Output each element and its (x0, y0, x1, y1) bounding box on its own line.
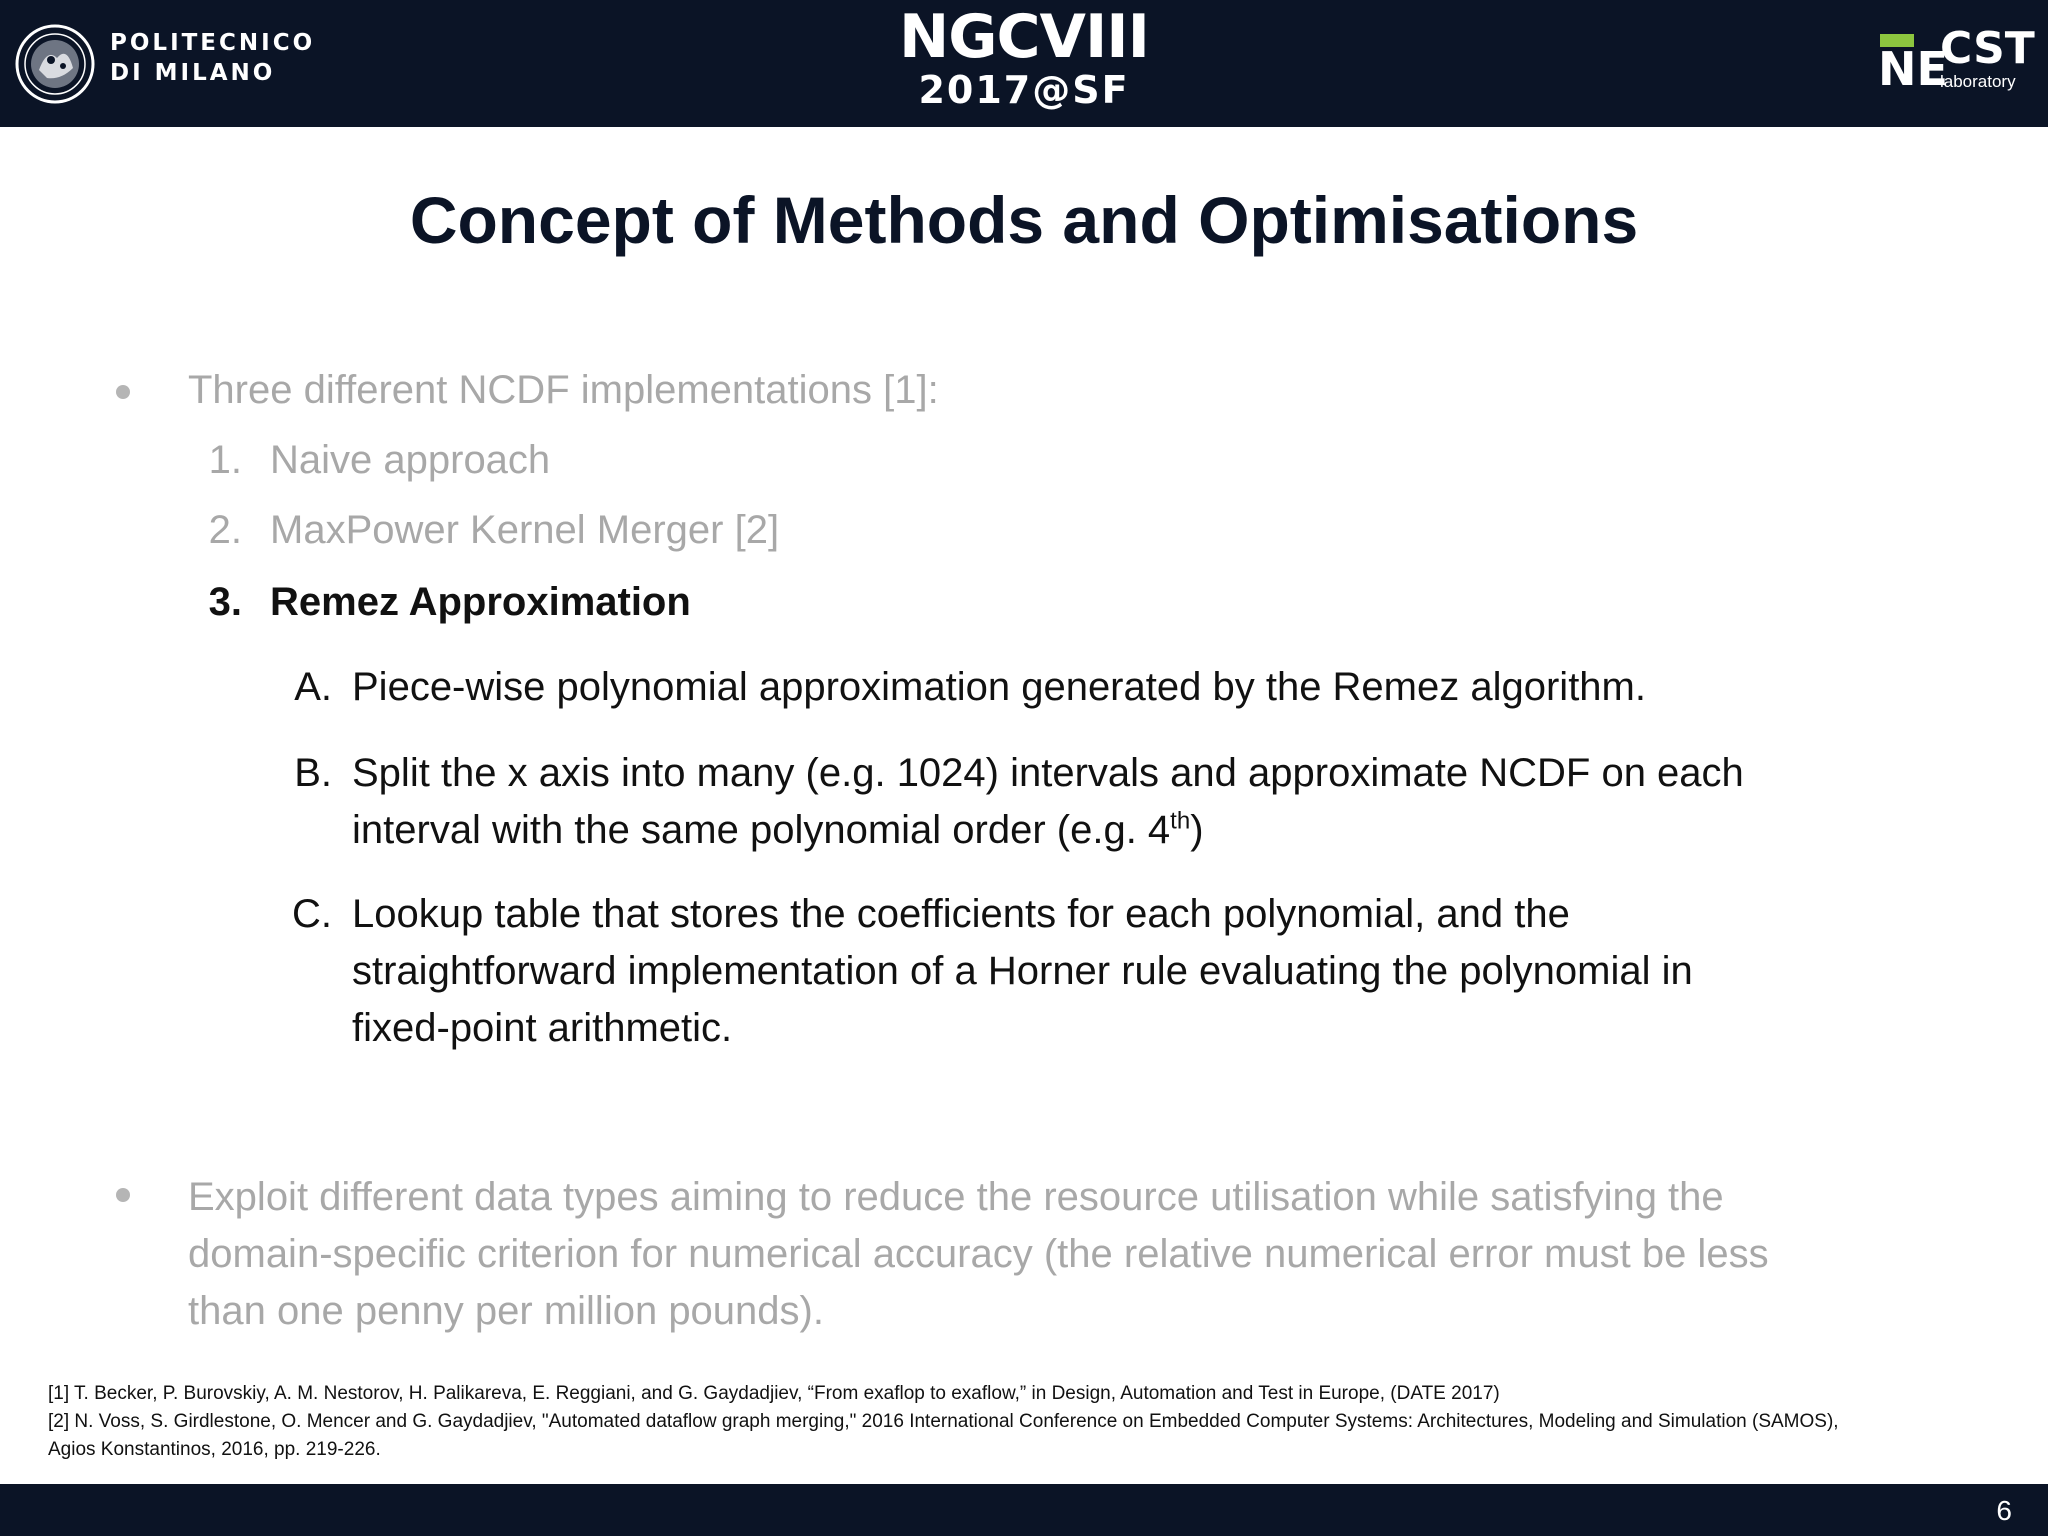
list-number: 3. (208, 580, 242, 624)
university-line-1: POLITECNICO (110, 30, 316, 56)
bullet-dot (116, 1188, 130, 1202)
subitem-letter: A. (294, 665, 332, 709)
list-number: 2. (208, 508, 242, 552)
bullet-dot (116, 385, 130, 399)
conference-name: NGCVIII (899, 2, 1149, 72)
list-item-naive: Naive approach (270, 438, 551, 482)
subitem-b-line-2-text: interval with the same polynomial order (e.g. 4 (352, 808, 1171, 852)
subitem-b-line-1: Split the x axis into many (e.g. 1024) intervals and approximate NCDF on each (352, 751, 1744, 795)
closing-paren: ) (1190, 808, 1204, 852)
subitem-a-line-1: Piece-wise polynomial approximation generated by the Remez algorithm. (352, 665, 1646, 709)
subitem-c-line-1: Lookup table that stores the coefficients for each polynomial, and the (352, 892, 1570, 936)
reference-2: [2] N. Voss, S. Girdlestone, O. Mencer and G. Gaydadjiev, "Automated dataflow graph merging," 2016 International Conference on Embedded Computer Systems: Architectures, Modeling and Simulation (SAMOS), (48, 1411, 1839, 1432)
necst-lab-logo (1876, 23, 2036, 98)
subitem-b-line-2 (352, 802, 1204, 858)
list-item-remez: Remez Approximation (270, 580, 691, 624)
conference-year-location: 2017@SF (918, 68, 1130, 112)
subitem-c-line-2: straightforward implementation of a Horner rule evaluating the polynomial in (352, 949, 1693, 993)
university-name (110, 28, 315, 88)
subitem-letter: C. (292, 892, 332, 936)
bullet-2-line-3: than one penny per million pounds). (188, 1289, 824, 1333)
footer-bar (0, 1484, 2048, 1536)
university-line-2: DI MILANO (110, 60, 276, 86)
logo-cst: CST (1940, 23, 2035, 74)
bullet-2-line-2: domain-specific criterion for numerical accuracy (the relative numerical error must be less (188, 1232, 1769, 1276)
university-seal-icon (15, 24, 95, 104)
reference-2-cont: Agios Konstantinos, 2016, pp. 219-226. (48, 1439, 381, 1460)
logo-ne: NE (1878, 42, 1948, 96)
superscript-th: th (1170, 807, 1191, 835)
conference-logo (884, 4, 1164, 110)
subitem-c-line-3: fixed-point arithmetic. (352, 1006, 733, 1050)
references (48, 1380, 2028, 1464)
list-number: 1. (208, 438, 242, 482)
bullet-1-text: Three different NCDF implementations [1]: (188, 368, 939, 412)
reference-1: [1] T. Becker, P. Burovskiy, A. M. Nestorov, H. Palikareva, E. Reggiani, and G. Gaydadjiev, “From exaflop to exaflow,” in Design, Automation and Test in Europe, (DATE 2017) (48, 1383, 1500, 1404)
header-bar (0, 0, 2048, 127)
subitem-letter: B. (294, 751, 332, 795)
bullet-2-line-1: Exploit different data types aiming to reduce the resource utilisation while satisfying the (188, 1175, 1724, 1219)
slide-title: Concept of Methods and Optimisations (409, 183, 1639, 257)
logo-laboratory: laboratory (1940, 72, 2016, 91)
list-item-maxpower: MaxPower Kernel Merger [2] (270, 508, 780, 552)
page-number: 6 (1996, 1495, 2012, 1526)
